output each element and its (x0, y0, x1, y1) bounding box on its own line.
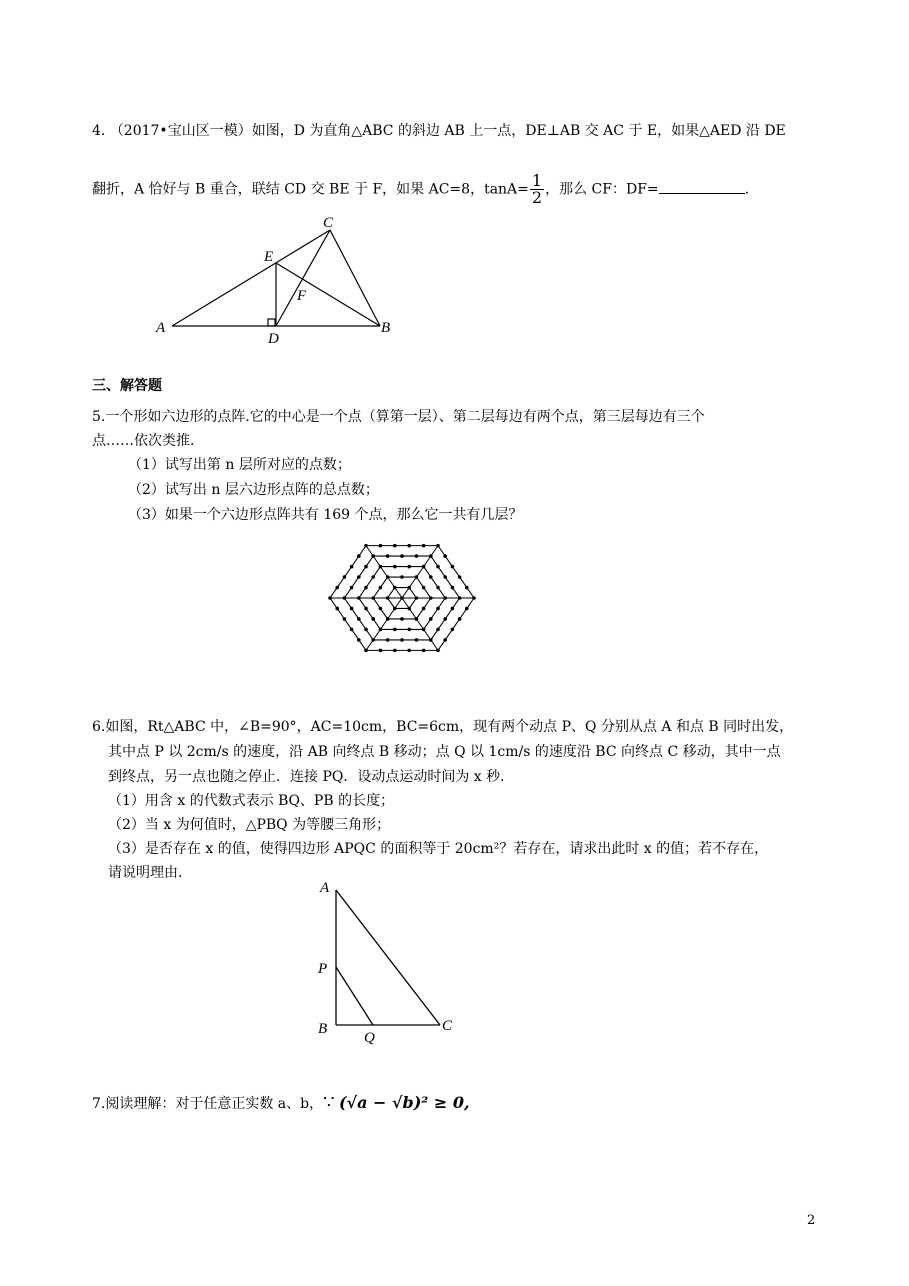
lattice-dot (393, 628, 397, 632)
lattice-dot (429, 554, 433, 558)
q4-line2 (92, 173, 749, 206)
lattice-dot (422, 607, 426, 611)
lattice-dot (407, 607, 411, 611)
lattice-dot (379, 607, 383, 611)
lattice-dot (400, 638, 404, 642)
lattice-spoke (402, 598, 438, 650)
segment-pq (336, 967, 373, 1025)
lattice-dot (465, 586, 469, 590)
answer-blank (659, 179, 745, 194)
lattice-dot (472, 596, 476, 600)
lattice-spoke (402, 546, 438, 598)
lattice-dot (465, 607, 469, 611)
lattice-dot (335, 586, 339, 590)
q6-line2: 其中点 P 以 2cm/s 的速度，沿 AB 向终点 B 移动；点 Q 以 1cm/s 的速度沿 BC 向终点 C 移动，其中一点 (108, 744, 781, 760)
lattice-dot (436, 649, 440, 653)
lattice-dot (364, 544, 368, 548)
lattice-dot (443, 575, 447, 579)
lattice-dot (350, 607, 354, 611)
lattice-dot (407, 628, 411, 632)
lattice-dot (379, 586, 383, 590)
q7-text: 7.阅读理解：对于任意正实数 a、b， (92, 1096, 324, 1112)
label-d: D (268, 331, 279, 347)
lattice-dot (393, 649, 397, 653)
q4-line1: 4. （2017•宝山区一模）如图，D 为直角△ABC 的斜边 AB 上一点，DE⊥AB 交 AC 于 E，如果△AED 沿 DE (92, 123, 786, 139)
lattice-spoke (366, 546, 402, 598)
lattice-dot (443, 638, 447, 642)
q5-line2: 点……依次类推. (92, 433, 195, 449)
lattice-dot (400, 617, 404, 621)
lattice-center-dot (400, 596, 404, 600)
lattice-dot (443, 554, 447, 558)
lattice-dot (357, 554, 361, 558)
lattice-dot (364, 628, 368, 632)
lattice-dot (328, 596, 332, 600)
q6-sub3: （3）是否存在 x 的值，使得四边形 APQC 的面积等于 20cm²？若存在，请求出此时 x 的值；若不存在， (108, 841, 769, 857)
lattice-dot (422, 544, 426, 548)
lattice-dot (357, 638, 361, 642)
label-p: P (318, 961, 328, 977)
q7-formula: (√a − √b)² ≥ 0, (339, 1093, 470, 1112)
page-number: 2 (807, 1213, 816, 1228)
lattice-dot (407, 544, 411, 548)
lattice-dot (422, 628, 426, 632)
q5-sub2: （2）试写出 n 层六边形点阵的总点数； (128, 482, 379, 498)
lattice-dot (357, 596, 361, 600)
label-c: C (442, 1018, 453, 1034)
lattice-dot (458, 575, 462, 579)
label-e: E (264, 249, 274, 265)
segment-ac (336, 890, 440, 1025)
q5-sub3: （3）如果一个六边形点阵共有 169 个点，那么它一共有几层？ (128, 507, 523, 523)
q6-figure (312, 878, 462, 1048)
lattice-dot (379, 544, 383, 548)
lattice-dot (371, 638, 375, 642)
lattice-dot (422, 586, 426, 590)
lattice-dot (407, 586, 411, 590)
lattice-dot (364, 607, 368, 611)
lattice-dot (350, 628, 354, 632)
label-b: B (381, 320, 391, 336)
segment-ac (172, 230, 330, 326)
lattice-dot (357, 617, 361, 621)
label-q: Q (364, 1030, 375, 1046)
label-f: F (297, 288, 307, 304)
lattice-dot (371, 596, 375, 600)
lattice-dot (436, 565, 440, 569)
lattice-dot (415, 617, 419, 621)
lattice-dot (436, 586, 440, 590)
lattice-dot (422, 649, 426, 653)
label-a: A (156, 320, 166, 336)
lattice-dot (415, 638, 419, 642)
lattice-dot (364, 649, 368, 653)
because-symbol: ∵ (323, 1092, 335, 1113)
lattice-dot (350, 565, 354, 569)
lattice-dot (379, 565, 383, 569)
label-b: B (318, 1021, 328, 1037)
lattice-dot (436, 607, 440, 611)
lattice-dot (407, 649, 411, 653)
lattice-dot (458, 596, 462, 600)
lattice-dot (386, 638, 390, 642)
q5-sub1: （1）试写出第 n 层所对应的点数； (128, 457, 351, 473)
lattice-dot (371, 554, 375, 558)
lattice-dot (364, 565, 368, 569)
q6-sub3b: 请说明理由. (108, 865, 183, 881)
lattice-dot (436, 628, 440, 632)
q4-line2-pre: 翻折，A 恰好与 B 重合，联结 CD 交 BE 于 F，如果 AC=8，tanA= (92, 181, 529, 198)
lattice-dot (393, 544, 397, 548)
fraction-numerator: 1 (531, 171, 543, 190)
lattice-dot (350, 586, 354, 590)
lattice-dot (343, 575, 347, 579)
hexagon-lattice-figure (318, 528, 488, 668)
q4-line2-end: . (744, 181, 750, 198)
label-a: A (320, 880, 330, 896)
lattice-spoke (366, 598, 402, 650)
lattice-dot (429, 575, 433, 579)
lattice-dot (393, 565, 397, 569)
lattice-dot (343, 596, 347, 600)
lattice-dot (400, 554, 404, 558)
lattice-dot (371, 617, 375, 621)
lattice-dot (443, 617, 447, 621)
lattice-dot (393, 586, 397, 590)
q4-fraction (530, 173, 544, 206)
lattice-dot (407, 565, 411, 569)
lattice-dot (451, 565, 455, 569)
q6-line1: 6.如图，Rt△ABC 中，∠B=90°，AC=10cm，BC=6cm，现有两个动点 P、Q 分别从点 A 和点 B 同时出发， (92, 719, 794, 735)
lattice-dot (436, 544, 440, 548)
lattice-dot (335, 607, 339, 611)
lattice-dot (386, 554, 390, 558)
lattice-dot (357, 575, 361, 579)
lattice-dot (429, 638, 433, 642)
q6-sub2: （2）当 x 为何值时，△PBQ 为等腰三角形； (108, 817, 391, 833)
lattice-dot (429, 596, 433, 600)
lattice-dot (386, 617, 390, 621)
lattice-dot (364, 586, 368, 590)
segment-eb (276, 263, 380, 326)
lattice-dot (400, 575, 404, 579)
lattice-dot (393, 607, 397, 611)
q6-line3: 到终点，另一点也随之停止．连接 PQ．设动点运动时间为 x 秒． (108, 769, 515, 785)
lattice-dot (451, 628, 455, 632)
lattice-dot (443, 596, 447, 600)
label-c: C (323, 215, 334, 231)
lattice-dot (429, 617, 433, 621)
fraction-denominator: 2 (531, 188, 543, 207)
q4-figure (150, 215, 410, 350)
lattice-dot (451, 607, 455, 611)
lattice-dot (379, 628, 383, 632)
lattice-dot (386, 575, 390, 579)
lattice-dot (386, 596, 390, 600)
lattice-dot (379, 649, 383, 653)
q4-line2-post: ，那么 CF：DF= (545, 181, 659, 198)
right-angle-mark (268, 319, 275, 326)
lattice-dot (415, 554, 419, 558)
q7-line1 (92, 1090, 470, 1117)
section-title: 三、解答题 (92, 378, 162, 394)
segment-cb (330, 230, 380, 326)
lattice-dot (458, 617, 462, 621)
lattice-dot (415, 596, 419, 600)
lattice-dot (451, 586, 455, 590)
lattice-dot (415, 575, 419, 579)
segment-cd (276, 230, 330, 326)
q5-line1: 5.一个形如六边形的点阵.它的中心是一个点（算第一层）、第二层每边有两个点，第三层每边有三个 (92, 409, 705, 425)
lattice-dot (343, 617, 347, 621)
q6-sub1: （1）用含 x 的代数式表示 BQ、PB 的长度； (108, 793, 395, 809)
lattice-dot (371, 575, 375, 579)
lattice-dot (422, 565, 426, 569)
